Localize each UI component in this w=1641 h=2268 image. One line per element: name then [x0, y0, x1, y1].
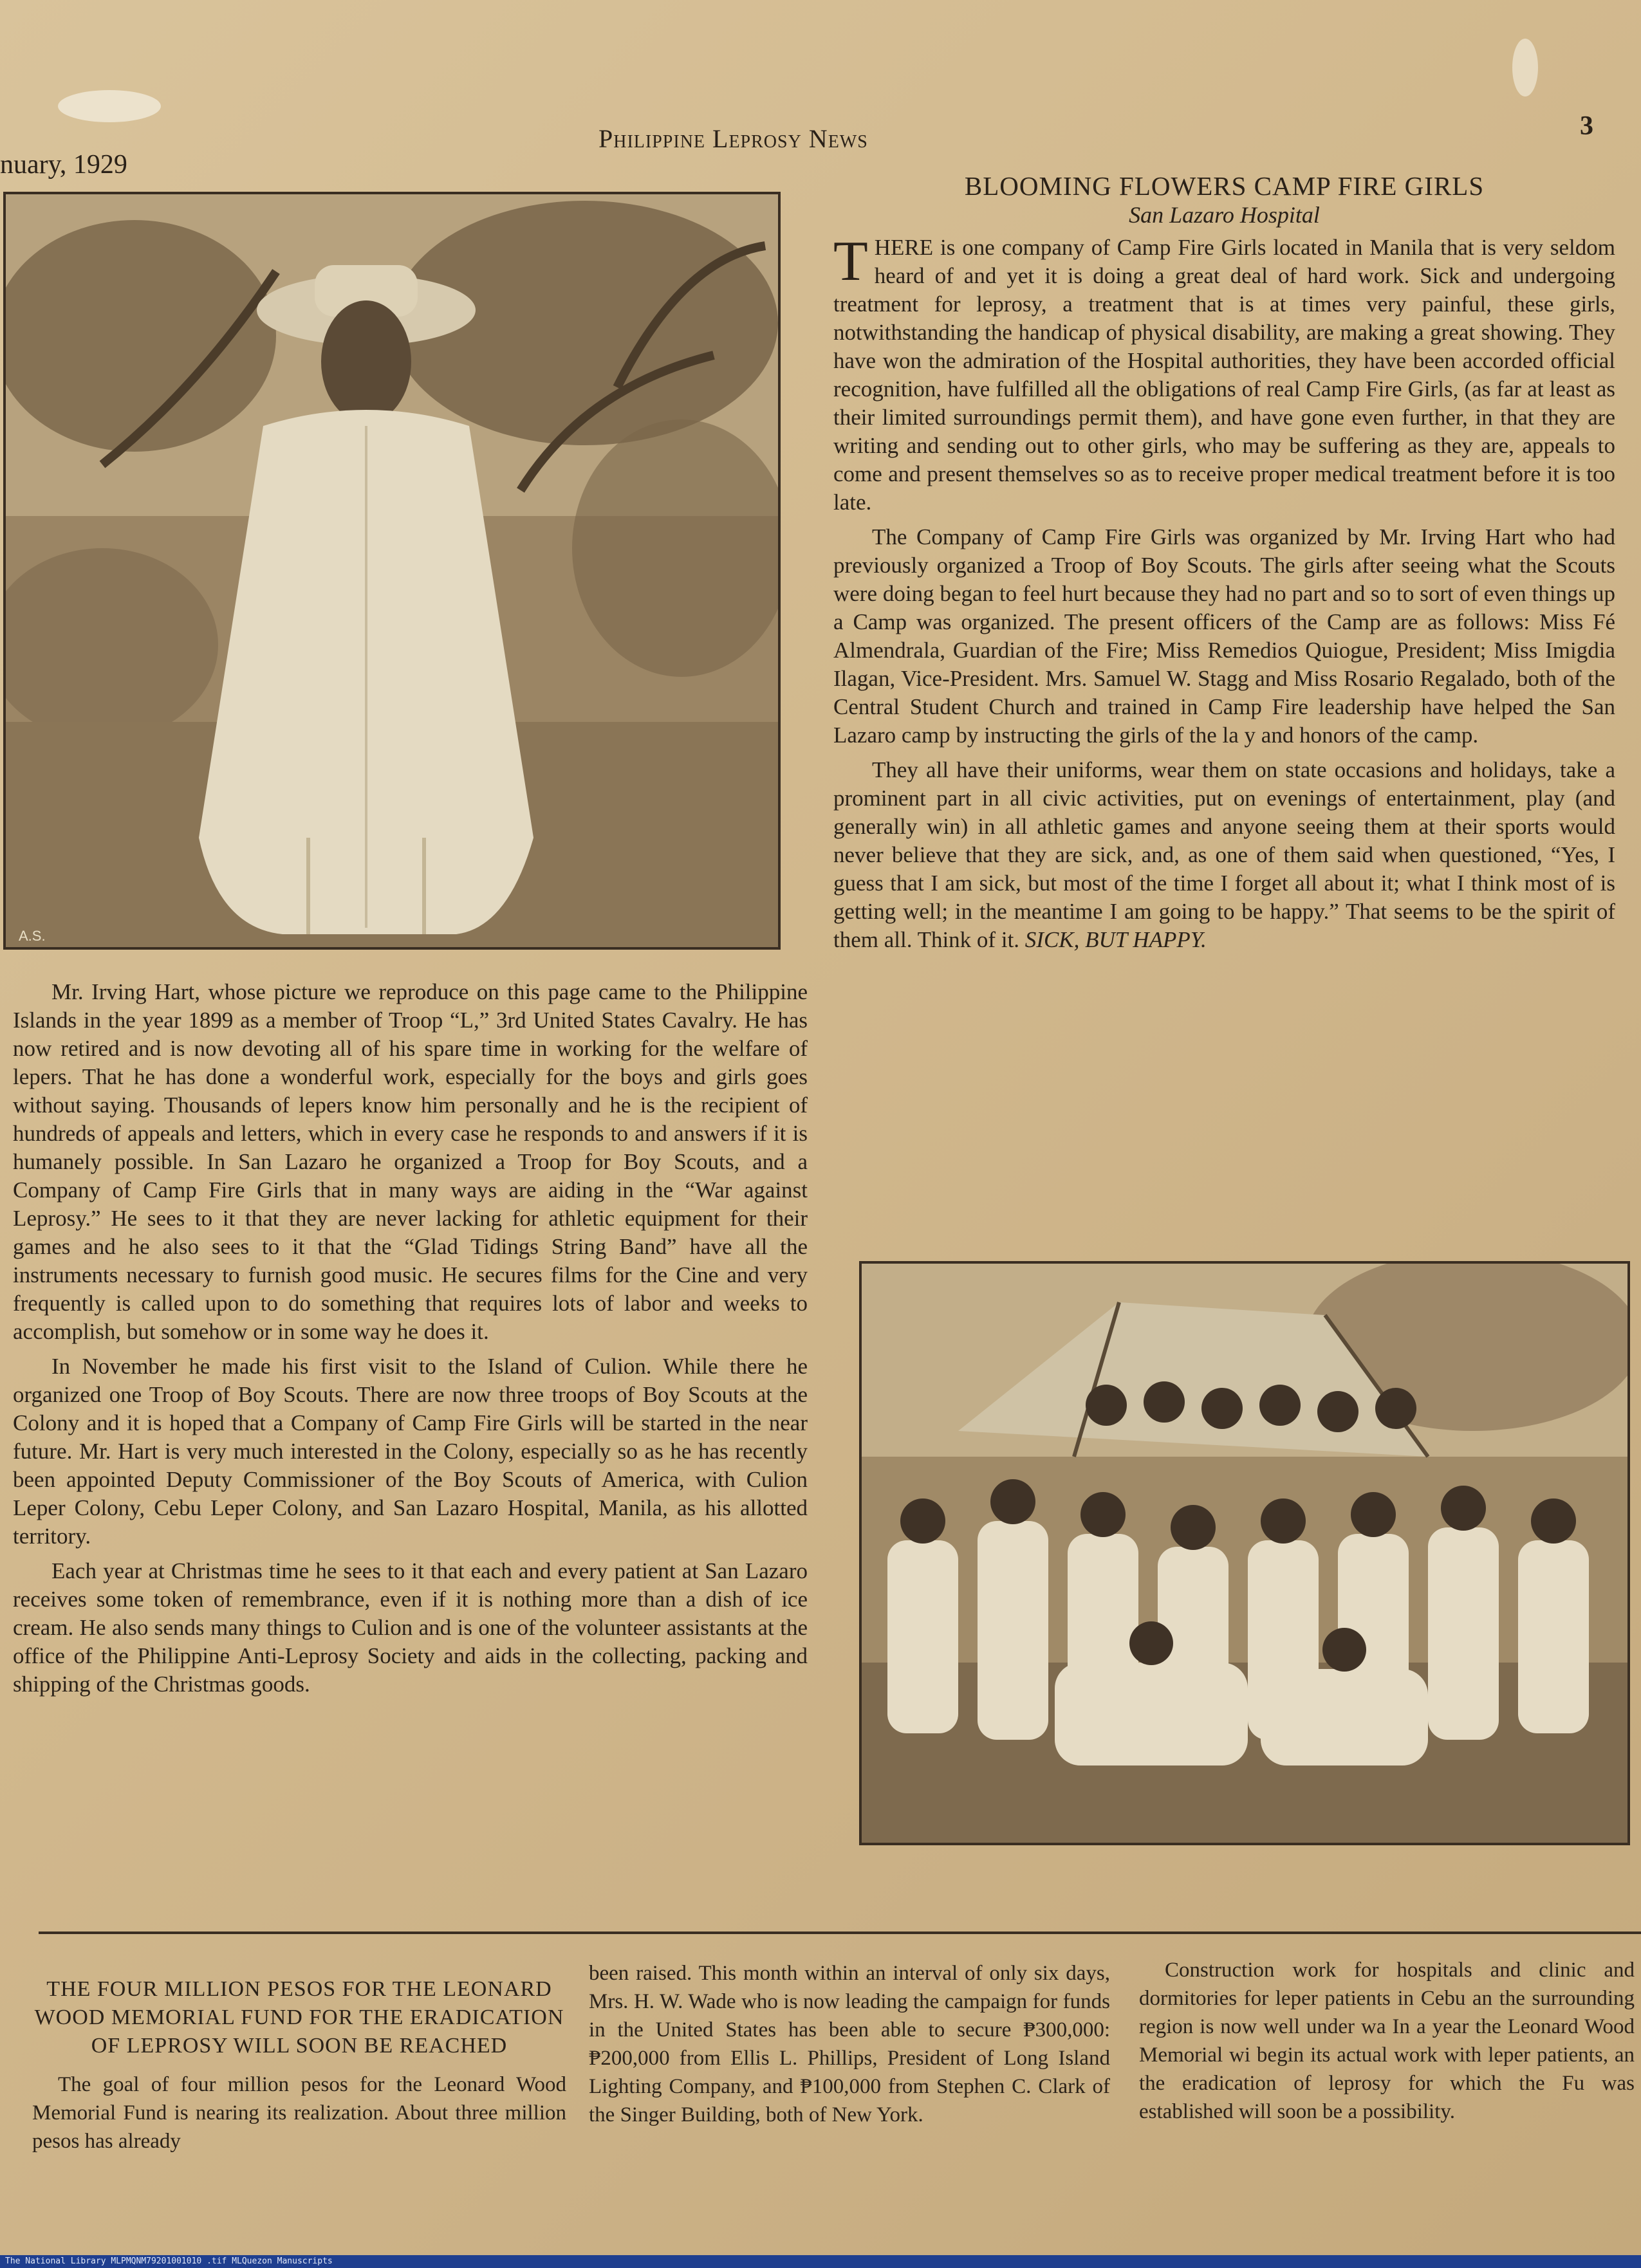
- page-number: 3: [1580, 111, 1593, 141]
- right-article-subtitle: San Lazaro Hospital: [1129, 202, 1320, 228]
- bottom-col-2-text: been raised. This month within an interval of only six days, Mrs. H. W. Wade who is now leading the campaign for funds in the United States has been able to secure ₱300,000: ₱200,000 from Ellis L. Phillips, President of Long Island Lighting Company, and ₱100,000 from Stephen C. Clark of the Singer Building, both of New York.: [589, 1962, 1110, 2126]
- bottom-col-1-text: The goal of four million pesos for the Leonard Wood Memorial Fund is nearing its realization. About three million pesos has already: [32, 2073, 566, 2153]
- bottom-col-1-body: [32, 2070, 566, 2155]
- torn-edge: [58, 90, 161, 122]
- portrait-photo: [3, 192, 781, 950]
- right-article-paragraph-1-text: HERE is one company of Camp Fire Girls located in Manila that is very seldom heard of and yet it is doing a great deal of hard work. Sick and undergoing treatment for leprosy, a treatment that is at times very painful, these girls, notwithstanding the handicap of physical disability, are making a great showing. They have won the admiration of the Hospital authorities, they have been accorded official recognition, have fulfilled all the obligations of real Camp Fire Girls, (as far at least as their limited surroundings permit them), and have gone even further, in that they are writing and sending out to other girls, who may be suffering as they are, appeals to come and present themselves so as to receive proper medical treatment before it is too late.: [833, 235, 1615, 515]
- closing-emphasis: SICK, BUT HAPPY.: [1024, 927, 1207, 952]
- issue-date: nuary, 1929: [0, 150, 127, 180]
- section-divider: [39, 1931, 1641, 1934]
- group-illustration: [862, 1264, 1627, 1843]
- group-photo: [859, 1261, 1630, 1845]
- left-article: [13, 978, 808, 1699]
- left-article-paragraph-1: Mr. Irving Hart, whose picture we reproduce on this page came to the Philippine Islands in the year 1899 as a member of Troop “L,” 3rd United States Cavalry. He has now retired and is now devoting all of his spare time in working for the welfare of lepers. That he has done a wonderful work, especially for the boys and girls goes without saying. Thousands of lepers know him personally and he is the recipient of hundreds of appeals and letters, which in every case he responds to and answers if it is humanely possible. In San Lazaro he organized a Troop for Boy Scouts, and a Company of Camp Fire Girls that in many ways are aiding in the “War against Leprosy.” He sees to it that they are never lacking for athletic equipment for their games and he also sees to it that the “Glad Tidings String Band” have all the instruments necessary to furnish good music. He secures films for the Cine and very frequently is called upon to do something that requires lots of labor and weeks to accomplish, but somehow or in some way he does it.: [13, 979, 808, 1344]
- photo-mark: A.S.: [19, 928, 46, 944]
- right-article-paragraph-3: [833, 756, 1615, 954]
- archive-footer: The National Library MLPMQNM79201001010 .tif MLQuezon Manuscripts: [0, 2255, 1641, 2268]
- right-article: [833, 171, 1615, 954]
- bottom-article-title: THE FOUR MILLION PESOS FOR THE LEONARD WOOD MEMORIAL FUND FOR THE ERADICATION OF LEPROSY WILL SOON BE REACHED: [34, 1977, 564, 2058]
- newspaper-title: Philippine Leprosy News: [598, 124, 868, 153]
- bottom-article-col-1: [32, 1975, 566, 2155]
- bottom-article-col-3: [1139, 1956, 1635, 2126]
- drop-cap: T: [833, 230, 868, 293]
- right-article-paragraph-1: [833, 230, 1615, 517]
- portrait-illustration: [6, 194, 778, 947]
- right-article-body: [833, 230, 1615, 954]
- bottom-article-col-2: [589, 1959, 1110, 2129]
- right-article-title: BLOOMING FLOWERS CAMP FIRE GIRLS: [964, 171, 1485, 201]
- torn-edge: [1512, 39, 1538, 97]
- right-article-paragraph-2: The Company of Camp Fire Girls was organized by Mr. Irving Hart who had previously organized a Troop of Boy Scouts. The girls after seeing what the Scouts were doing began to feel hurt because they had no part and so to sort of even things up a Camp was organized. The present officers of the Camp are as follows: Miss Fé Almendrala, Guardian of the Fire; Miss Remedios Quiogue, President; Miss Imigdia Ilagan, Vice-President. Mrs. Samuel W. Stagg and Miss Rosario Regalado, both of the Central Student Church and trained in Camp Fire leadership have helped the San Lazaro camp by instructing the girls of the la y and honors of the camp.: [833, 524, 1615, 748]
- left-article-paragraph-2: In November he made his first visit to the Island of Culion. While there he organized one Troop of Boy Scouts. There are now three troops of Boy Scouts at the Colony and it is hoped that a Company of Camp Fire Girls will be started in the near future. Mr. Hart is very much interested in the Colony, especially so as he has recently been appointed Deputy Commissioner of the Boy Scouts of America, with Culion Leper Colony, Cebu Leper Colony, and San Lazaro Hospital, Manila, as his allotted territory.: [13, 1354, 808, 1549]
- right-article-paragraph-3-text: They all have their uniforms, wear them on state occasions and holidays, take a prominent part in all civic activities, put on evenings of entertainment, play (and generally win) in all athletic games and anyone seeing them at their sports would never believe that they are sick, and, as one of them said when questioned, “Yes, I guess that I am sick, but most of the time I forget all about it; what I think most of is getting well; in the meantime I am going to be happy.” That seems to be the spirit of them all. Think of it.: [833, 757, 1615, 952]
- left-article-paragraph-3: Each year at Christmas time he sees to it that each and every patient at San Lazaro receives some token of remembrance, even if it is nothing more than a dish of ice cream. He also sends many things to Culion and is one of the volunteer assistants at the office of the Philippine Anti-Leprosy Society and aids in the collecting, packing and shipping of the Christmas goods.: [13, 1558, 808, 1697]
- bottom-col-3-text: Construction work for hospitals and clinic and dormitories for leper patients in Cebu an the surrounding region is now well under wa In a year the Leonard Wood Memorial wi begin its actual work with leper patients, an the eradication of leprosy for which the Fu was established will soon be a possibility.: [1139, 1959, 1635, 2123]
